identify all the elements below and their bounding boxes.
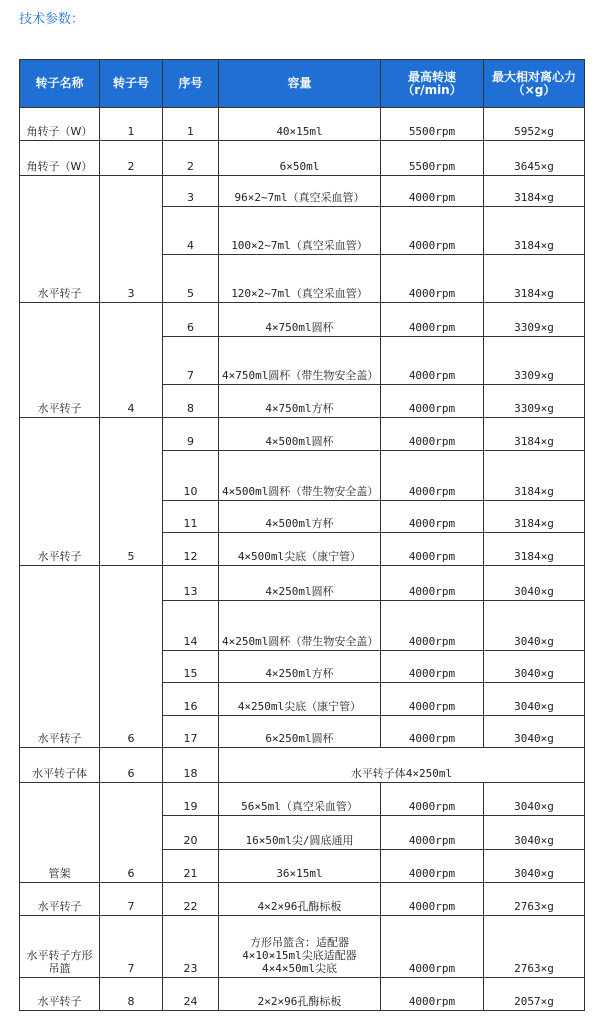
table-row [20,418,585,451]
seq-cell: 9 [163,418,219,451]
force-cell: 3040×g [484,601,585,651]
speed-cell: 4000rpm [381,883,484,916]
capacity-cell: 4×250ml圆杯（带生物安全盖） [219,601,381,651]
section-heading: 技术参数： [19,12,85,27]
seq-cell: 11 [163,501,219,533]
force-cell: 3309×g [484,385,585,418]
rotor-name-cell: 水平转子 [20,176,100,303]
table-row [20,978,585,1011]
force-cell: 3184×g [484,533,585,566]
capacity-cell: 4×500ml圆杯（带生物安全盖） [219,451,381,501]
capacity-cell: 4×250ml方杯 [219,651,381,683]
speed-cell: 4000rpm [381,716,484,748]
rotor-name-cell: 水平转子 [20,303,100,418]
speed-cell: 4000rpm [381,978,484,1011]
header-rotor-name: 转子名称 [20,60,100,108]
capacity-cell: 2×2×96孔酶标板 [219,978,381,1011]
capacity-cell: 方形吊篮含：适配器4×10×15ml尖底适配器4×4×50ml尖底 [219,916,381,978]
force-cell: 3309×g [484,337,585,385]
capacity-cell: 6×50ml [219,141,381,176]
force-cell: 5952×g [484,108,585,141]
seq-cell: 24 [163,978,219,1011]
seq-cell: 6 [163,303,219,337]
table-row [20,748,585,783]
capacity-cell: 4×2×96孔酶标板 [219,883,381,916]
force-cell: 3040×g [484,783,585,816]
capacity-cell: 40×15ml [219,108,381,141]
seq-cell: 15 [163,651,219,683]
capacity-cell: 4×750ml圆杯（带生物安全盖） [219,337,381,385]
rotor-name-cell: 水平转子 [20,566,100,748]
seq-cell: 12 [163,533,219,566]
seq-cell: 17 [163,716,219,748]
header-seq: 序号 [163,60,219,108]
seq-cell: 7 [163,337,219,385]
seq-cell: 2 [163,141,219,176]
force-cell: 2057×g [484,978,585,1011]
capacity-cell: 4×750ml圆杯 [219,303,381,337]
header-max-rcf: 最大相对离心力（×g） [484,60,585,108]
rotor-no-cell: 1 [100,108,163,141]
rotor-name-cell: 水平转子 [20,883,100,916]
capacity-cell: 4×500ml方杯 [219,501,381,533]
rotor-no-cell: 5 [100,418,163,566]
table-row [20,883,585,916]
force-cell: 3184×g [484,255,585,303]
table-row [20,108,585,141]
speed-cell: 5500rpm [381,141,484,176]
force-cell: 2763×g [484,916,585,978]
force-cell: 3184×g [484,207,585,255]
table-row [20,176,585,207]
speed-cell: 4000rpm [381,303,484,337]
table-row [20,303,585,337]
force-cell: 3184×g [484,176,585,207]
rotor-no-cell: 3 [100,176,163,303]
seq-cell: 19 [163,783,219,816]
rotor-no-cell: 7 [100,916,163,978]
capacity-cell: 36×15ml [219,850,381,883]
capacity-cell: 96×2~7ml（真空采血管） [219,176,381,207]
rotor-no-cell: 6 [100,783,163,883]
seq-cell: 1 [163,108,219,141]
speed-cell: 4000rpm [381,601,484,651]
speed-cell: 4000rpm [381,533,484,566]
header-max-speed: 最高转速（r/min） [381,60,484,108]
speed-cell: 4000rpm [381,783,484,816]
capacity-cell: 100×2~7ml（真空采血管） [219,207,381,255]
force-cell: 3040×g [484,651,585,683]
force-cell: 2763×g [484,883,585,916]
rotor-no-cell: 6 [100,566,163,748]
capacity-cell: 120×2~7ml（真空采血管） [219,255,381,303]
seq-cell: 8 [163,385,219,418]
table-row [20,566,585,601]
table-row [20,916,585,978]
table-header-row [20,60,585,108]
rotor-no-cell: 7 [100,883,163,916]
speed-cell: 4000rpm [381,255,484,303]
seq-cell: 22 [163,883,219,916]
force-cell: 3184×g [484,451,585,501]
seq-cell: 20 [163,816,219,850]
seq-cell: 23 [163,916,219,978]
rotor-no-cell: 4 [100,303,163,418]
force-cell: 3040×g [484,566,585,601]
speed-cell: 4000rpm [381,566,484,601]
capacity-cell: 4×250ml尖底（康宁管） [219,683,381,716]
rotor-no-cell: 2 [100,141,163,176]
force-cell: 3040×g [484,716,585,748]
table-row [20,783,585,816]
tech-spec-table [19,59,585,1011]
speed-cell: 4000rpm [381,651,484,683]
rotor-name-cell: 管架 [20,783,100,883]
rotor-name-cell: 角转子（W） [20,108,100,141]
capacity-cell: 56×5ml（真空采血管） [219,783,381,816]
speed-cell: 4000rpm [381,816,484,850]
rotor-name-cell: 角转子（W） [20,141,100,176]
capacity-cell: 16×50ml尖/圆底通用 [219,816,381,850]
seq-cell: 16 [163,683,219,716]
force-cell: 3040×g [484,850,585,883]
seq-cell: 4 [163,207,219,255]
speed-cell: 4000rpm [381,176,484,207]
rotor-no-cell: 8 [100,978,163,1011]
force-cell: 3309×g [484,303,585,337]
speed-cell: 4000rpm [381,683,484,716]
speed-cell: 4000rpm [381,501,484,533]
seq-cell: 10 [163,451,219,501]
speed-cell: 4000rpm [381,451,484,501]
speed-cell: 4000rpm [381,418,484,451]
seq-cell: 21 [163,850,219,883]
rotor-name-cell: 水平转子 [20,978,100,1011]
capacity-cell: 4×750ml方杯 [219,385,381,418]
table-row [20,141,585,176]
force-cell: 3184×g [484,501,585,533]
seq-cell: 3 [163,176,219,207]
rotor-name-cell: 水平转子体 [20,748,100,783]
rotor-no-cell: 6 [100,748,163,783]
capacity-cell: 6×250ml圆杯 [219,716,381,748]
force-cell: 3040×g [484,816,585,850]
speed-cell: 4000rpm [381,916,484,978]
seq-cell: 13 [163,566,219,601]
speed-cell: 4000rpm [381,385,484,418]
header-rotor-no: 转子号 [100,60,163,108]
speed-cell: 4000rpm [381,850,484,883]
force-cell: 3184×g [484,418,585,451]
seq-cell: 18 [163,748,219,783]
speed-cell: 4000rpm [381,337,484,385]
capacity-cell: 4×500ml圆杯 [219,418,381,451]
force-cell: 3645×g [484,141,585,176]
merged-capacity-cell: 水平转子体4×250ml [219,748,585,783]
header-capacity: 容量 [219,60,381,108]
capacity-cell: 4×500ml尖底（康宁管） [219,533,381,566]
rotor-name-cell: 水平转子方形吊篮 [20,916,100,978]
force-cell: 3040×g [484,683,585,716]
seq-cell: 14 [163,601,219,651]
rotor-name-cell: 水平转子 [20,418,100,566]
seq-cell: 5 [163,255,219,303]
capacity-cell: 4×250ml圆杯 [219,566,381,601]
speed-cell: 5500rpm [381,108,484,141]
speed-cell: 4000rpm [381,207,484,255]
